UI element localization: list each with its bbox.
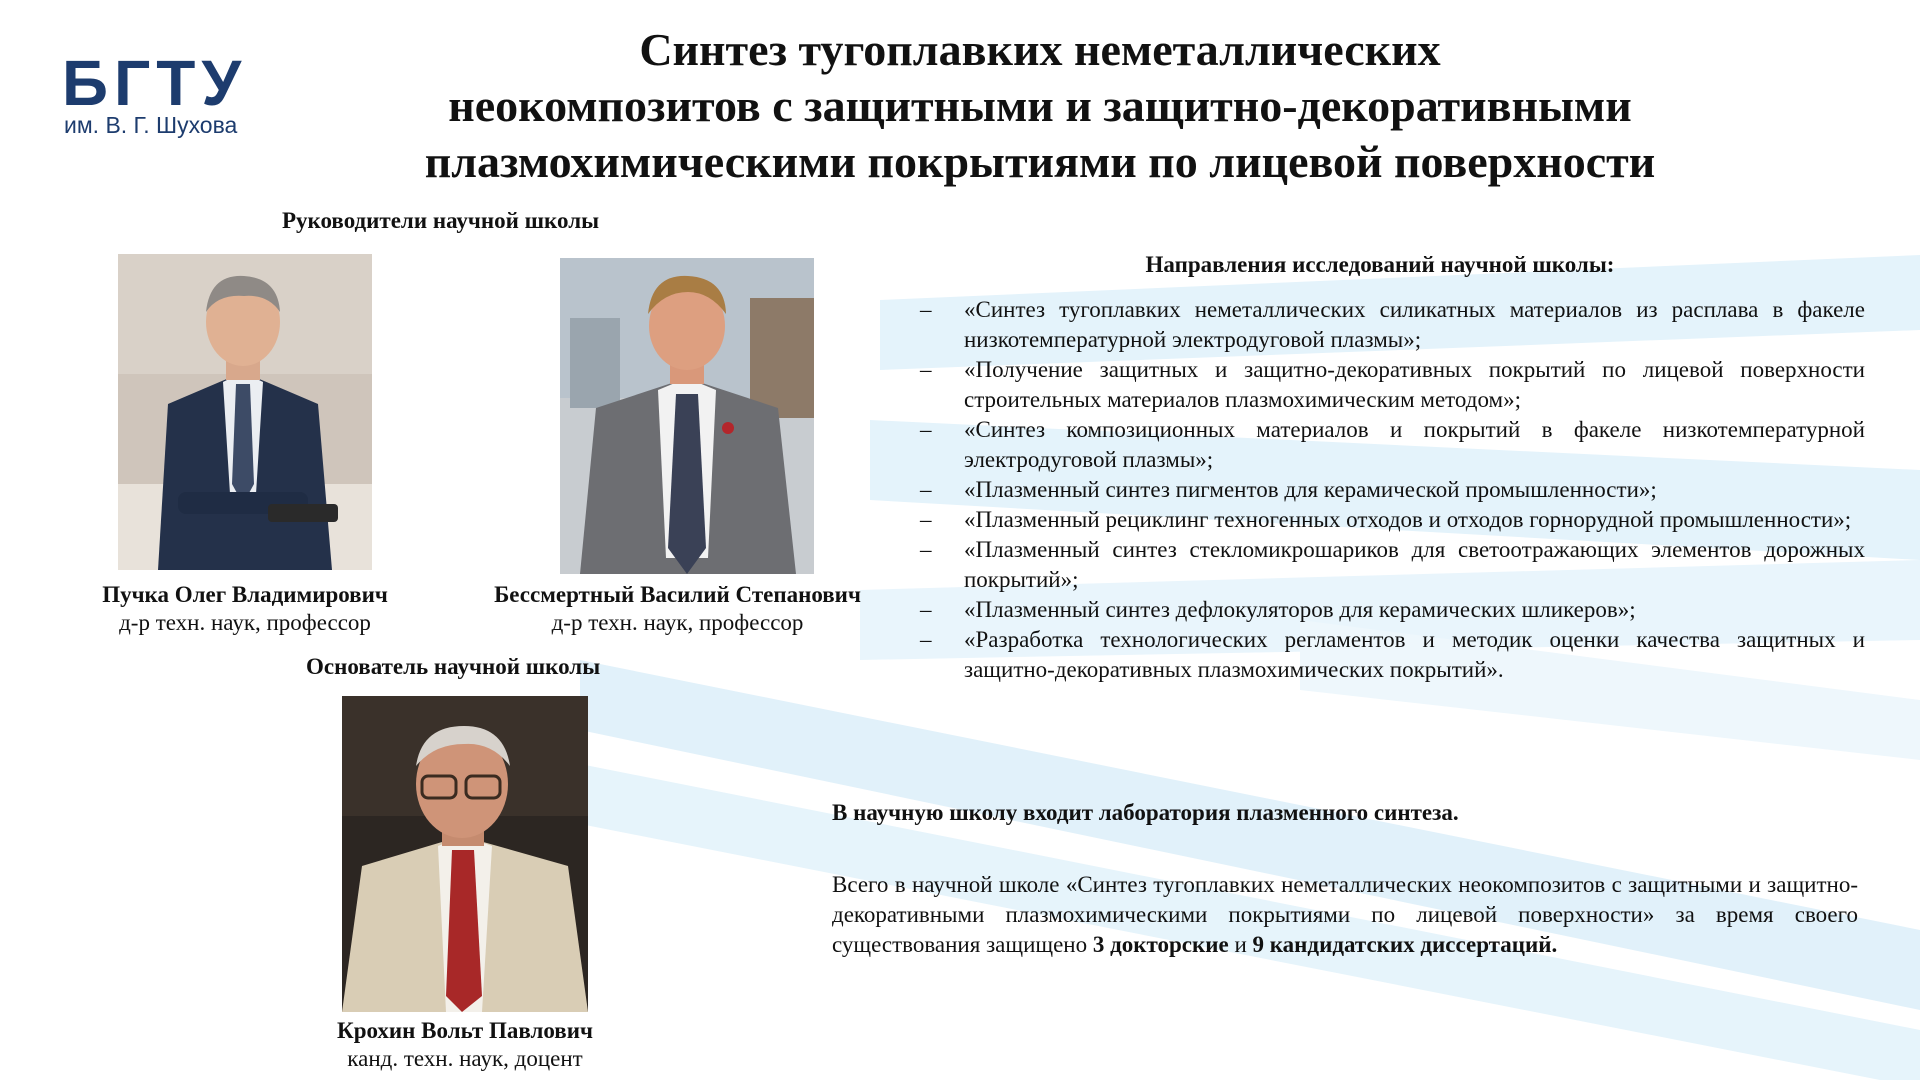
list-item: – «Плазменный рециклинг техногенных отходов и отходов горнорудной промышленности»; — [920, 505, 1865, 535]
founder-photo — [342, 696, 588, 1012]
founder-degree: канд. техн. наук, доцент — [347, 1046, 583, 1071]
list-item: – «Плазменный синтез стекломикрошариков для светоотражающих элементов дорожных покрытий»; — [920, 537, 1865, 592]
leader-2-degree: д-р техн. наук, профессор — [551, 610, 804, 635]
title-line-1: Синтез тугоплавких неметаллических — [639, 24, 1441, 75]
list-item: – «Синтез тугоплавких неметаллических силикатных материалов из расплава в факеле низкотемпературной электродуговой плазмы»; — [920, 297, 1865, 352]
bullet-dash: – — [920, 477, 932, 502]
directions-list — [920, 295, 1865, 685]
leader-1-photo — [118, 254, 372, 570]
list-item: – «Разработка технологических регламентов и методик оценки качества защитных и защитно-декоративных плазмохимических покрытий». — [920, 627, 1865, 682]
founder-heading: Основатель научной школы — [306, 654, 601, 679]
leader-1-degree: д-р техн. наук, профессор — [119, 610, 371, 635]
leader-1-name: Пучка Олег Владимирович — [102, 582, 388, 607]
list-item: – «Получение защитных и защитно-декоративных покрытий по лицевой поверхности строительных материалов плазмохимическим методом»; — [920, 357, 1865, 412]
list-item: – «Плазменный синтез дефлокуляторов для керамических шликеров»; — [920, 595, 1865, 625]
bullet-dash: – — [920, 507, 932, 532]
title-line-3: плазмохимическими покрытиями по лицевой поверхности — [424, 136, 1656, 187]
list-item: – «Плазменный синтез пигментов для керамической промышленности»; — [920, 475, 1865, 505]
bullet-dash: – — [920, 627, 932, 652]
slide-title — [330, 22, 1750, 190]
bullet-dash: – — [920, 417, 932, 442]
leader-2-name: Бессмертный Василий Степанович — [494, 582, 861, 607]
lab-note: В научную школу входит лаборатория плазменного синтеза. — [832, 800, 1459, 825]
doctoral-count: 3 докторские — [1092, 932, 1229, 957]
candidate-count: 9 кандидатских диссертаций. — [1252, 932, 1558, 957]
title-line-2: неокомпозитов с защитными и защитно-декоративными — [448, 80, 1632, 131]
summary-paragraph: Всего в научной школе «Синтез тугоплавких неметаллических неокомпозитов с защитными и защитно-декоративными плазмохимическими покрытиями по лицевой поверхности» за время своего существования защищено 3 докторские и 9 кандидатских диссертаций. — [832, 872, 1858, 957]
logo-subtitle: им. В. Г. Шухова — [64, 112, 238, 138]
leaders-heading: Руководители научной школы — [282, 208, 600, 233]
leader-2-photo — [560, 258, 814, 574]
bullet-dash: – — [920, 357, 932, 382]
bullet-dash: – — [920, 297, 932, 322]
bullet-dash: – — [920, 597, 932, 622]
list-item: – «Синтез композиционных материалов и покрытий в факеле низкотемпературной электродуговой плазмы»; — [920, 417, 1865, 472]
founder-name: Крохин Вольт Павлович — [337, 1018, 593, 1043]
bullet-dash: – — [920, 537, 932, 562]
directions-heading: Направления исследований научной школы: — [1145, 252, 1615, 277]
logo-wordmark: БГТУ — [62, 47, 248, 119]
